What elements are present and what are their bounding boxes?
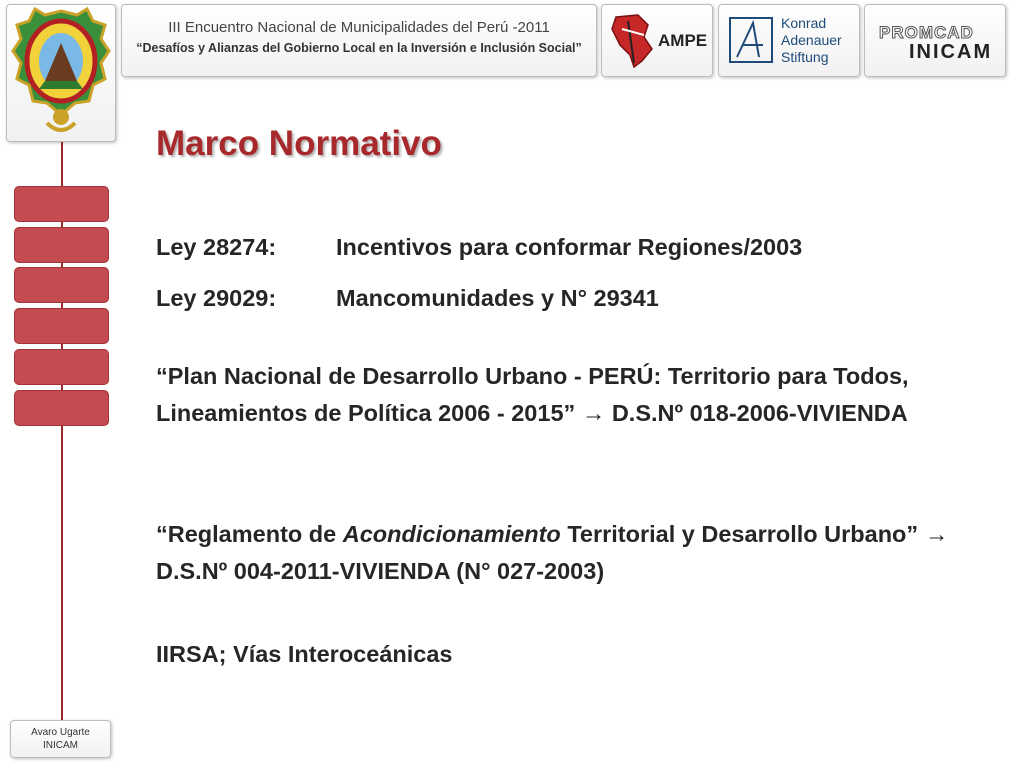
author-org: INICAM	[43, 740, 78, 751]
slide-title: Marco Normativo	[156, 124, 442, 163]
reglamento-paragraph	[156, 516, 996, 590]
event-subtitle: “Desafíos y Alianzas del Gobierno Local en la Inversión e Inclusión Social”	[136, 41, 582, 55]
municipal-crest-icon	[7, 5, 115, 141]
event-title: III Encuentro Nacional de Municipalidades del Perú -2011	[168, 19, 550, 36]
law-item-28274	[156, 229, 802, 266]
reglamento-italic: Acondicionamiento	[342, 521, 561, 547]
konrad-adenauer-logo	[718, 4, 860, 77]
law-description: Mancomunidades y N° 29341	[336, 285, 659, 311]
plan-quote: “Plan Nacional de Desarrollo Urbano - PERÚ: Territorio para Todos, Lineamientos de Política 2006 - 2015”	[156, 363, 909, 426]
crest-logo-frame	[6, 4, 116, 142]
event-header	[121, 4, 597, 77]
author-name: Avaro Ugarte	[31, 727, 90, 738]
ampe-logo	[601, 4, 713, 77]
author-footer	[10, 720, 111, 758]
plan-paragraph	[156, 358, 1012, 432]
nav-tab-6	[14, 390, 109, 426]
law-code: Ley 28274:	[156, 234, 277, 260]
law-description: Incentivos para conformar Regiones/2003	[336, 234, 803, 260]
inicam-text: INICAM	[909, 41, 993, 63]
law-item-29029	[156, 280, 659, 317]
iirsa-item: IIRSA; Vías Interoceánicas	[156, 641, 453, 667]
reglamento-decree: D.S.Nº 004-2011-VIVIENDA (N° 027-2003)	[156, 558, 605, 584]
nav-tab-1	[14, 186, 109, 222]
inicam-logo	[864, 4, 1006, 77]
law-code: Ley 29029:	[156, 285, 277, 311]
ampe-text: AMPE	[658, 31, 708, 50]
reglamento-suffix: Territorial y Desarrollo Urbano”	[567, 521, 919, 547]
promcad-text: PROMCAD	[879, 23, 974, 42]
nav-tab-2	[14, 227, 109, 263]
plan-decree: D.S.Nº 018-2006-VIVIENDA	[611, 400, 908, 426]
arrow-icon: →	[924, 521, 949, 547]
kas-emblem-icon	[729, 17, 773, 63]
nav-tab-5	[14, 349, 109, 385]
reglamento-prefix: “Reglamento de	[156, 521, 337, 547]
peru-map-icon	[608, 11, 656, 71]
nav-tab-3	[14, 267, 109, 303]
arrow-icon: →	[581, 400, 606, 426]
konrad-text: Konrad Adenauer Stiftung	[781, 15, 842, 65]
nav-tab-4	[14, 308, 109, 344]
